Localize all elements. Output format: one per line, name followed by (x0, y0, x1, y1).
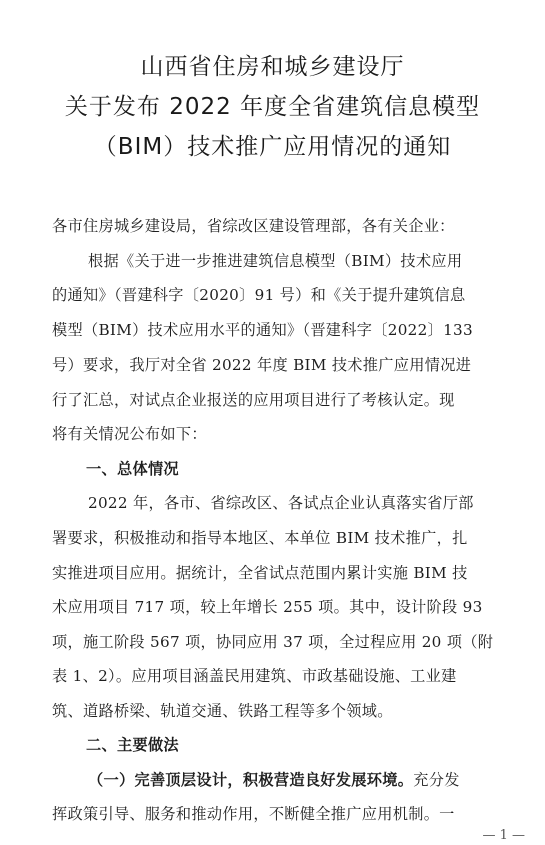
intro-line: 号）要求，我厅对全省 2022 年度 BIM 技术推广应用情况进 (52, 356, 472, 374)
subsection-1-line: 挥政策引导、服务和推动作用，不断健全推广应用机制。一 (52, 805, 455, 823)
subsection-1-text: 充分发 (413, 771, 460, 789)
section1-line: 署要求，积极推动和指导本地区、本单位 BIM 技术推广，扎 (52, 529, 468, 547)
page-number: — 1 — (482, 828, 525, 843)
intro-line: 将有关情况公布如下： (52, 425, 207, 443)
section-heading-main-practices: 二、主要做法 (86, 736, 179, 754)
section1-line: 实推进项目应用。据统计，全省试点范围内累计实施 BIM 技 (52, 564, 468, 582)
document-title-line-2: 关于发布 2022 年度全省建筑信息模型 (64, 94, 481, 120)
intro-line: 模型（BIM）技术应用水平的通知》（晋建科字〔2022〕133 (52, 321, 473, 339)
section-heading-overview: 一、总体情况 (86, 460, 179, 478)
section1-line: 2022 年，各市、省综改区、各试点企业认真落实省厅部 (88, 494, 474, 512)
intro-line: 根据《关于进一步推进建筑信息模型（BIM）技术应用 (88, 252, 463, 270)
section1-line: 表 1、2）。应用项目涵盖民用建筑、市政基础设施、工业建 (52, 667, 457, 685)
document-title-line-3: （BIM）技术推广应用情况的通知 (93, 134, 452, 160)
section1-line: 项，施工阶段 567 项，协同应用 37 项，全过程应用 20 项（附 (52, 633, 494, 651)
intro-line: 行了汇总，对试点企业报送的应用项目进行了考核认定。现 (52, 391, 455, 409)
document-title-line-1: 山西省住房和城乡建设厅 (140, 54, 405, 80)
section1-line: 术应用项目 717 项，较上年增长 255 项。其中，设计阶段 93 (52, 598, 483, 616)
subsection-1-heading: （一）完善顶层设计，积极营造良好发展环境。 (88, 771, 414, 789)
subsection-1-line (88, 769, 522, 791)
salutation: 各市住房城乡建设局，省综改区建设管理部，各有关企业： (52, 217, 455, 235)
intro-line: 的通知》（晋建科字〔2020〕91 号）和《关于提升建筑信息 (52, 286, 466, 304)
section1-line: 筑、道路桥梁、轨道交通、铁路工程等多个领域。 (52, 702, 393, 720)
